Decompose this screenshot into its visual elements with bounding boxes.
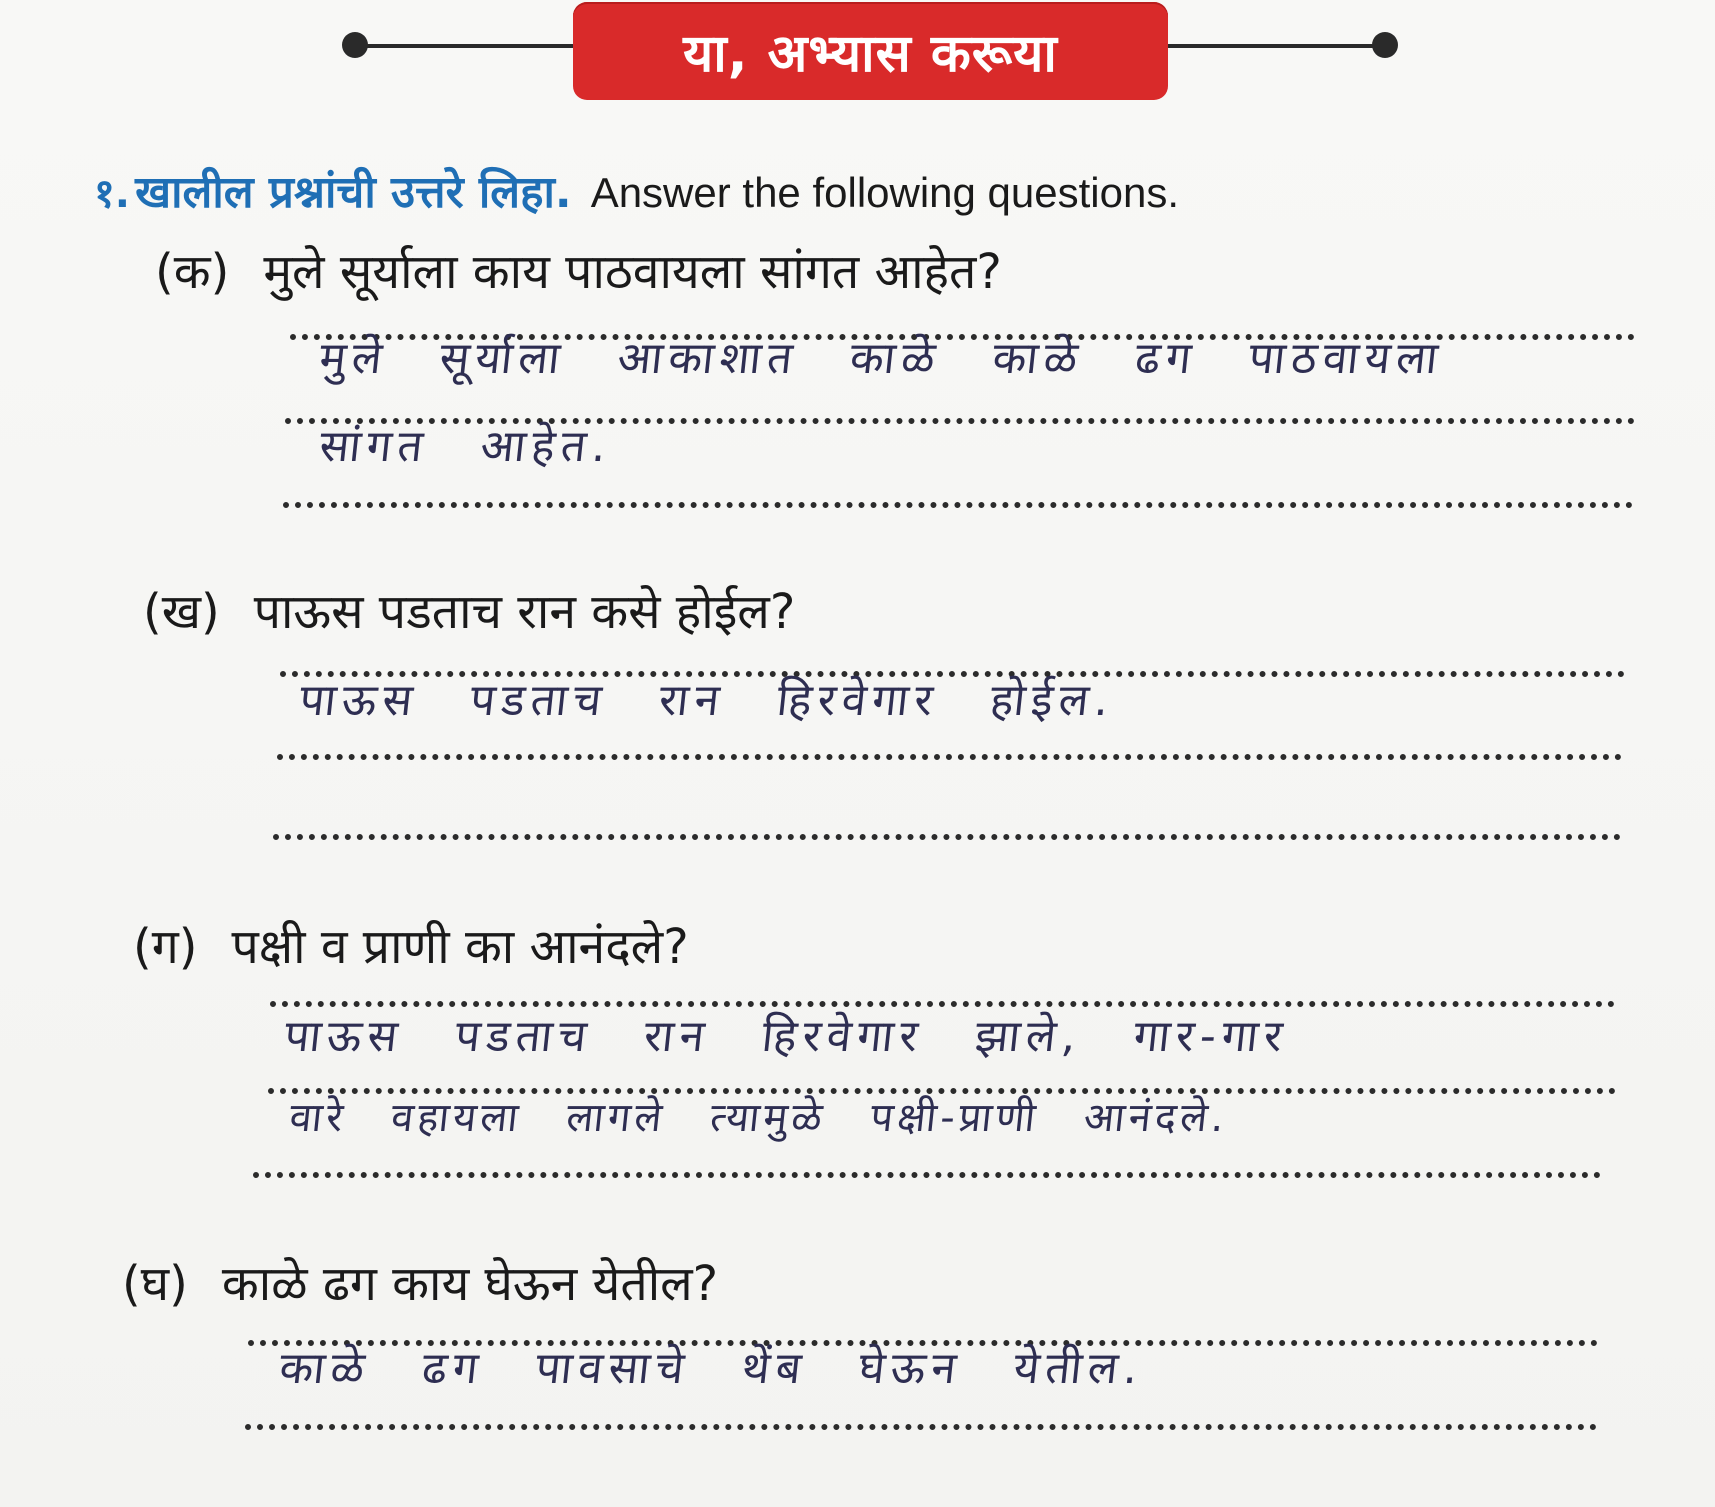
handwritten-answer: सांगत आहेत. bbox=[317, 421, 615, 472]
question-gha bbox=[122, 1250, 718, 1315]
question-ka bbox=[155, 238, 1002, 303]
banner-right-dot bbox=[1372, 32, 1398, 58]
question-marker: (घ) bbox=[122, 1256, 188, 1312]
question-kha bbox=[143, 578, 795, 643]
question-text: पक्षी व प्राणी का आनंदले? bbox=[231, 919, 689, 975]
answer-line bbox=[253, 1172, 1601, 1178]
instruction-english: Answer the following questions. bbox=[590, 169, 1180, 216]
exercise-number: १. bbox=[94, 171, 130, 217]
handwritten-answer: काळे ढग पावसाचे थेंब घेऊन येतील. bbox=[277, 1343, 1147, 1394]
handwritten-answer: पाऊस पडताच रान हिरवेगार झाले, गार-गार bbox=[282, 1011, 1291, 1062]
answer-line bbox=[283, 502, 1633, 508]
question-text: काळे ढग काय घेऊन येतील? bbox=[221, 1256, 719, 1312]
answer-line bbox=[273, 834, 1621, 840]
exercise-instruction bbox=[94, 160, 1179, 220]
question-text: मुले सूर्याला काय पाठवायला सांगत आहेत? bbox=[263, 244, 1002, 300]
handwritten-answer: पाऊस पडताच रान हिरवेगार होईल. bbox=[297, 675, 1118, 726]
question-text: पाऊस पडताच रान कसे होईल? bbox=[253, 584, 796, 640]
question-marker: (ख) bbox=[143, 584, 220, 640]
question-marker: (ग) bbox=[133, 919, 198, 975]
handwritten-answer: मुले सूर्याला आकाशात काळे काळे ढग पाठवायला bbox=[317, 333, 1447, 384]
question-marker: (क) bbox=[155, 244, 230, 300]
handwritten-answer: वारे वहायला लागले त्यामुळे पक्षी-प्राणी आनंदले. bbox=[287, 1095, 1231, 1141]
instruction-marathi: खालील प्रश्नांची उत्तरे लिहा. bbox=[135, 167, 572, 218]
answer-line bbox=[277, 754, 1622, 760]
section-banner bbox=[573, 2, 1168, 100]
banner-right-rule bbox=[1168, 44, 1385, 48]
banner-left-dot bbox=[342, 32, 368, 58]
section-title: या, अभ्यास करूया bbox=[683, 23, 1058, 84]
question-ga bbox=[133, 913, 689, 978]
answer-line bbox=[245, 1424, 1597, 1430]
banner-left-rule bbox=[355, 44, 585, 48]
